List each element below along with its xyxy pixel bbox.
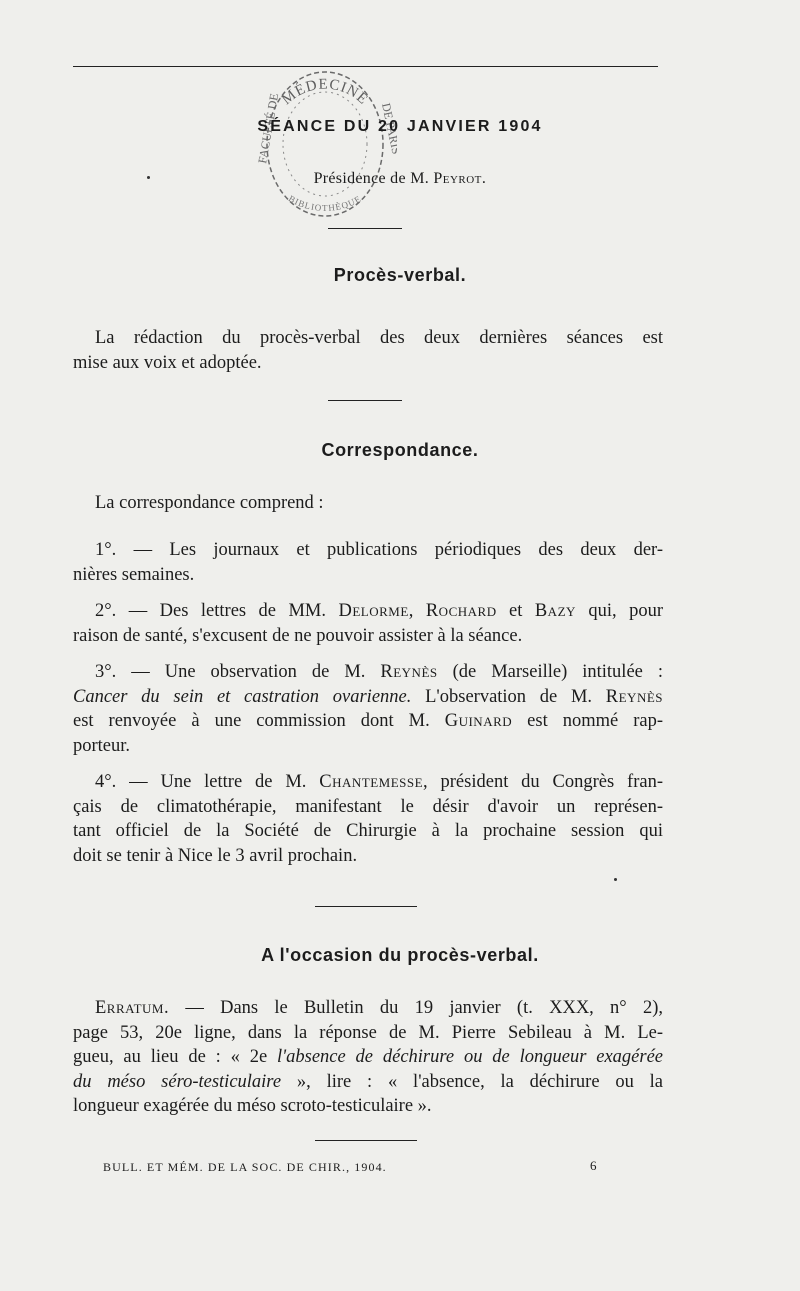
heading-proces-verbal: Procès-verbal. [333, 265, 467, 285]
text-run: gueu, au lieu de : « 2e [73, 1047, 268, 1067]
text-line: 1°. — Les journaux et publications périodiques des deux der- [95, 540, 663, 560]
observation-title: Cancer du sein et castration ovarienne. [73, 686, 412, 707]
footer-citation: BULL. ET MÉM. DE LA SOC. DE CHIR., 1904. [103, 1160, 387, 1174]
erratum-label: Erratum. [95, 998, 170, 1018]
text-run: — Dans le Bulletin du 19 janvier (t. XXX, n° 2), [185, 998, 663, 1018]
quoted-italic: du méso séro-testiculaire [73, 1071, 282, 1092]
name-bazy: Bazy [534, 601, 576, 621]
text-run: 3°. — Une observation de M. [95, 662, 366, 682]
name-guinard: Guinard [444, 711, 513, 731]
name-reynes: Reynès [380, 662, 438, 682]
separator-rule [315, 906, 417, 907]
stamp-right-text: DE PARIS [379, 101, 397, 156]
text-line [73, 660, 663, 685]
text-line: mise aux voix et adoptée. [73, 352, 262, 373]
text-run: est nommé rap- [527, 711, 664, 731]
text-line [73, 1045, 663, 1070]
text-line [73, 709, 663, 734]
proces-verbal-paragraph [73, 326, 663, 375]
name-chantemesse: Chantemesse [319, 772, 424, 792]
text-run: est renvoyée à une commission dont M. [73, 711, 430, 731]
speck [147, 176, 150, 179]
text-run: , [408, 601, 414, 621]
correspondance-item-3 [73, 660, 663, 758]
quoted-italic: l'absence de déchirure ou de longueur exagérée [277, 1047, 663, 1067]
library-stamp [252, 44, 397, 229]
name-reynes: Reynès [605, 686, 664, 707]
correspondance-item-4 [73, 770, 663, 868]
text-run: 2°. — Des lettres de MM. [95, 601, 326, 621]
text-line: porteur. [73, 735, 131, 756]
speck [614, 878, 617, 881]
text-run: et [509, 601, 523, 621]
text-line: doit se tenir à Nice le 3 avril prochain. [73, 845, 358, 866]
presidence-prefix: M. [410, 170, 430, 187]
text-line [73, 685, 663, 710]
text-line: nières semaines. [73, 564, 195, 585]
text-line: raison de santé, s'excusent de ne pouvoir assister à la séance. [73, 625, 523, 646]
heading-correspondance: Correspondance. [321, 440, 479, 460]
correspondance-item-2 [73, 599, 663, 648]
text-line [73, 1070, 663, 1095]
stamp-left-text: FACULTÉ DE [255, 92, 282, 165]
separator-rule [328, 400, 402, 401]
correspondance-item-1 [73, 538, 663, 587]
heading-occasion: A l'occasion du procès-verbal. [261, 945, 539, 965]
presidence-line [0, 170, 800, 188]
page-number: 6 [590, 1158, 597, 1173]
session-title: SÉANCE DU 20 JANVIER 1904 [257, 118, 543, 135]
text-run: », lire : « l'absence, la déchirure ou la [296, 1071, 664, 1092]
text-line [73, 996, 663, 1021]
stamp-graphic [252, 44, 397, 229]
separator-rule [315, 1140, 417, 1141]
text-run: , président du Congrès fran- [423, 772, 663, 792]
presidence-label: Présidence de [313, 170, 406, 187]
separator-rule [328, 228, 402, 229]
text-line [73, 599, 663, 624]
text-line: çais de climatothérapie, manifestant le désir d'avoir un représen- [73, 796, 663, 817]
text-line: La correspondance comprend : [95, 493, 324, 513]
erratum-paragraph [73, 996, 663, 1119]
text-line: longueur exagérée du méso scroto-testiculaire ». [73, 1096, 432, 1116]
text-line: page 53, 20e ligne, dans la réponse de M. Pierre Sebileau à M. Le- [73, 1022, 663, 1043]
text-run: (de Marseille) intitulée : [452, 662, 663, 682]
president-name: Peyrot. [433, 170, 487, 187]
text-run: qui, pour [588, 601, 663, 621]
text-line: La rédaction du procès-verbal des deux dernières séances est [95, 328, 663, 348]
stamp-bottom-text: BIBLIOTHÈQUE [286, 193, 364, 213]
text-line: tant officiel de la Société de Chirurgie à la prochaine session qui [73, 821, 663, 841]
text-line [73, 770, 663, 795]
svg-text:MÉDECINE [279, 77, 371, 109]
text-run: L'observation de M. [425, 686, 593, 707]
correspondance-intro [73, 491, 663, 516]
text-run: 4°. — Une lettre de M. [95, 772, 307, 792]
name-delorme: Delorme [338, 601, 409, 621]
name-rochard: Rochard [425, 601, 497, 621]
stamp-top-text: MÉDECINE [279, 76, 372, 109]
